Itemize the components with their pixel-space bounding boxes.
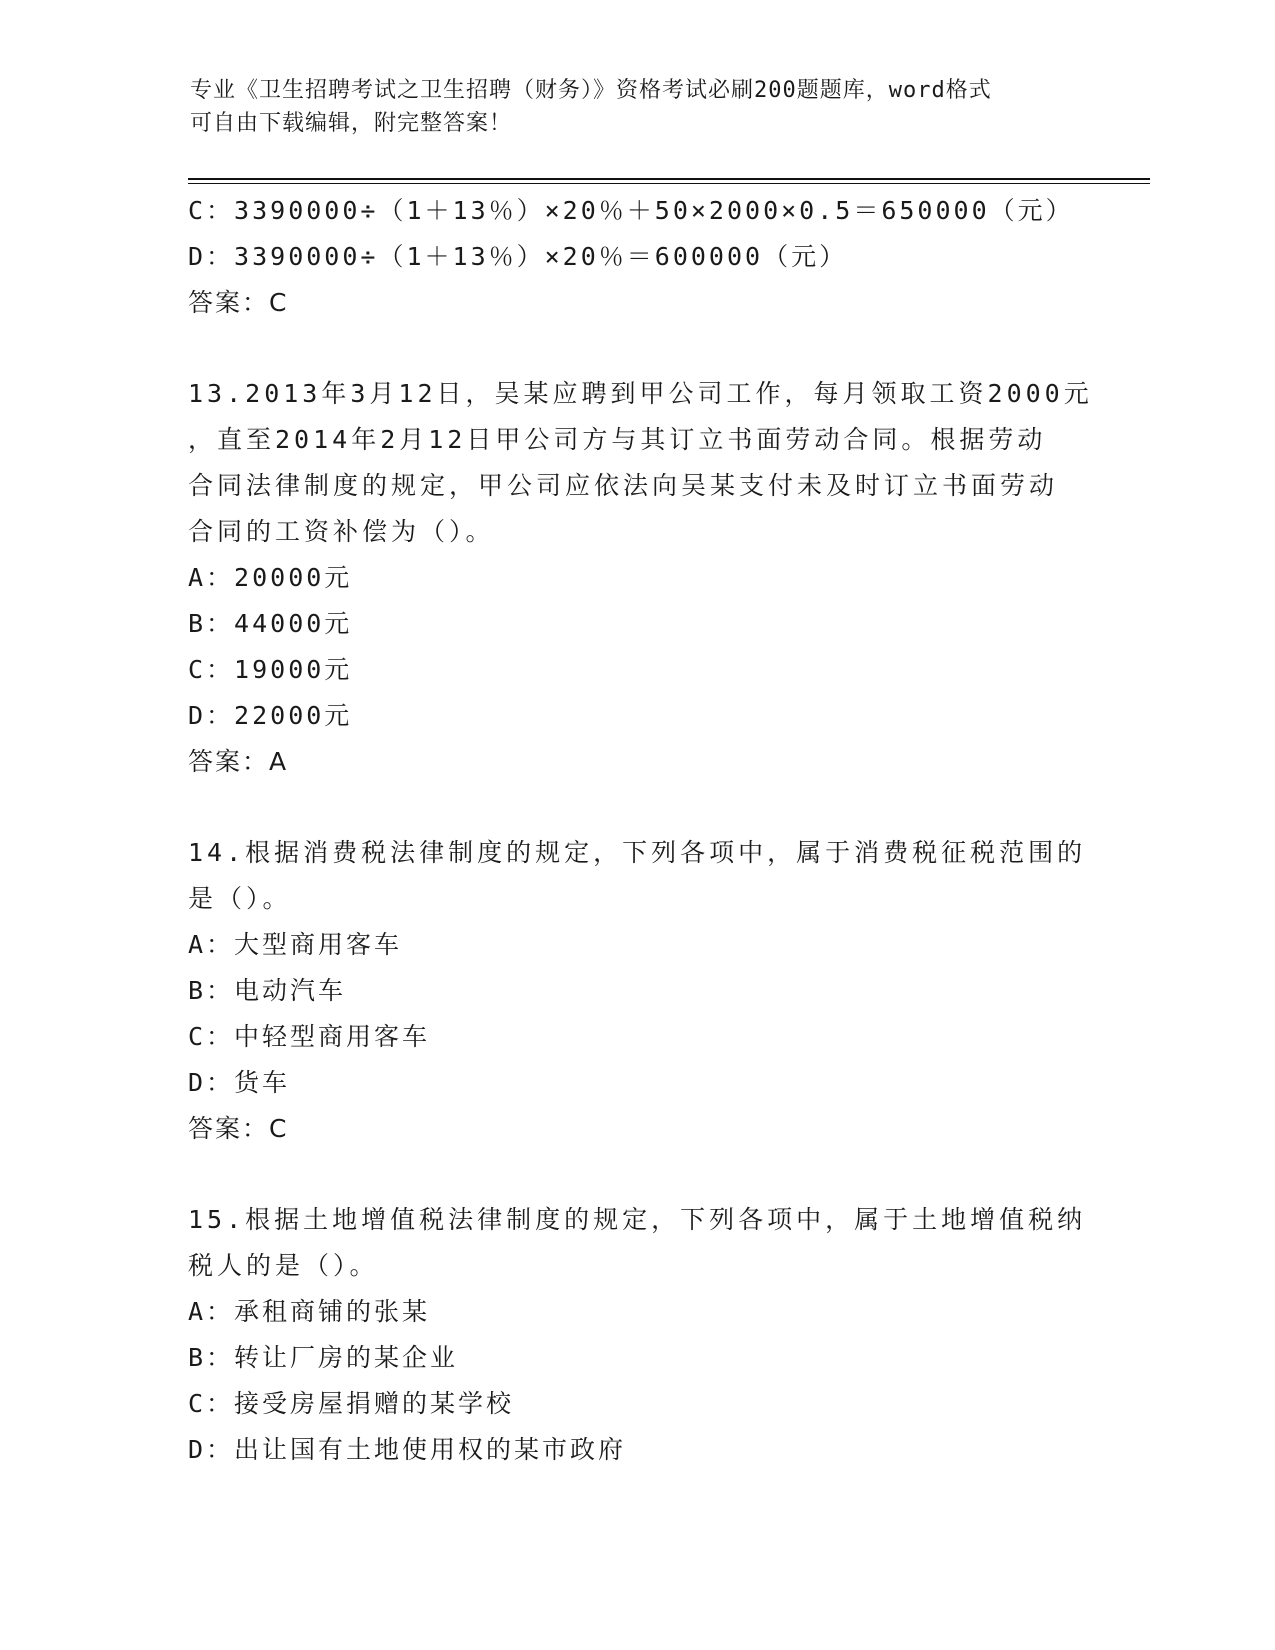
option-b: B：转让厂房的某企业 — [188, 1343, 459, 1372]
question-text-line: 14.根据消费税法律制度的规定，下列各项中，属于消费税征税范围的 — [188, 838, 1087, 867]
question-14 — [188, 830, 1088, 1152]
option-a: A：20000元 — [188, 563, 353, 592]
option-c: C：中轻型商用客车 — [188, 1022, 431, 1051]
option-a: A：大型商用客车 — [188, 930, 403, 959]
option-b: B：电动汽车 — [188, 976, 347, 1005]
question-text — [188, 830, 1088, 922]
option-c: C：19000元 — [188, 655, 353, 684]
answer-line: 答案：C — [188, 288, 289, 317]
answer-line: 答案：C — [188, 1114, 289, 1143]
option-c: C：接受房屋捐赠的某学校 — [188, 1389, 515, 1418]
answer-line: 答案：A — [188, 747, 289, 776]
question-gap — [188, 785, 1088, 830]
question-text-line: 是（）。 — [188, 884, 292, 913]
option-d: D：22000元 — [188, 701, 353, 730]
header-title-line-2: 可自由下载编辑，附完整答案！ — [190, 111, 513, 136]
question-text-line: 15.根据土地增值税法律制度的规定，下列各项中，属于土地增值税纳 — [188, 1205, 1087, 1234]
option-d: D：货车 — [188, 1068, 291, 1097]
question-text — [188, 371, 1093, 555]
option-d: D：出让国有土地使用权的某市政府 — [188, 1435, 627, 1464]
option-a: A：承租商铺的张某 — [188, 1297, 431, 1326]
question-text-line: 合同法律制度的规定，甲公司应依法向吴某支付未及时订立书面劳动 — [188, 471, 1059, 500]
document-header — [190, 74, 1090, 140]
question-13 — [188, 371, 1093, 785]
header-title-line-1: 专业《卫生招聘考试之卫生招聘（财务）》资格考试必刷200题题库，word格式 — [190, 78, 992, 103]
header-divider — [188, 178, 1150, 184]
question-text-line: ，直至2014年2月12日甲公司方与其订立书面劳动合同。根据劳动 — [188, 425, 1047, 454]
option-b: B：44000元 — [188, 609, 353, 638]
question-text-line: 税人的是（）。 — [188, 1251, 379, 1280]
question-text-line: 合同的工资补偿为（）。 — [188, 517, 495, 546]
document-body — [188, 188, 1093, 1473]
option-c: C：3390000÷（1＋13％）×20％＋50×2000×0.5＝650000（元） — [188, 196, 1074, 225]
question-gap — [188, 326, 1088, 371]
question-15 — [188, 1197, 1088, 1473]
question-text — [188, 1197, 1088, 1289]
previous-question-tail — [188, 188, 1088, 326]
question-text-line: 13.2013年3月12日，吴某应聘到甲公司工作，每月领取工资2000元 — [188, 379, 1093, 408]
question-gap — [188, 1152, 1088, 1197]
option-d: D：3390000÷（1＋13％）×20％＝600000（元） — [188, 242, 848, 271]
